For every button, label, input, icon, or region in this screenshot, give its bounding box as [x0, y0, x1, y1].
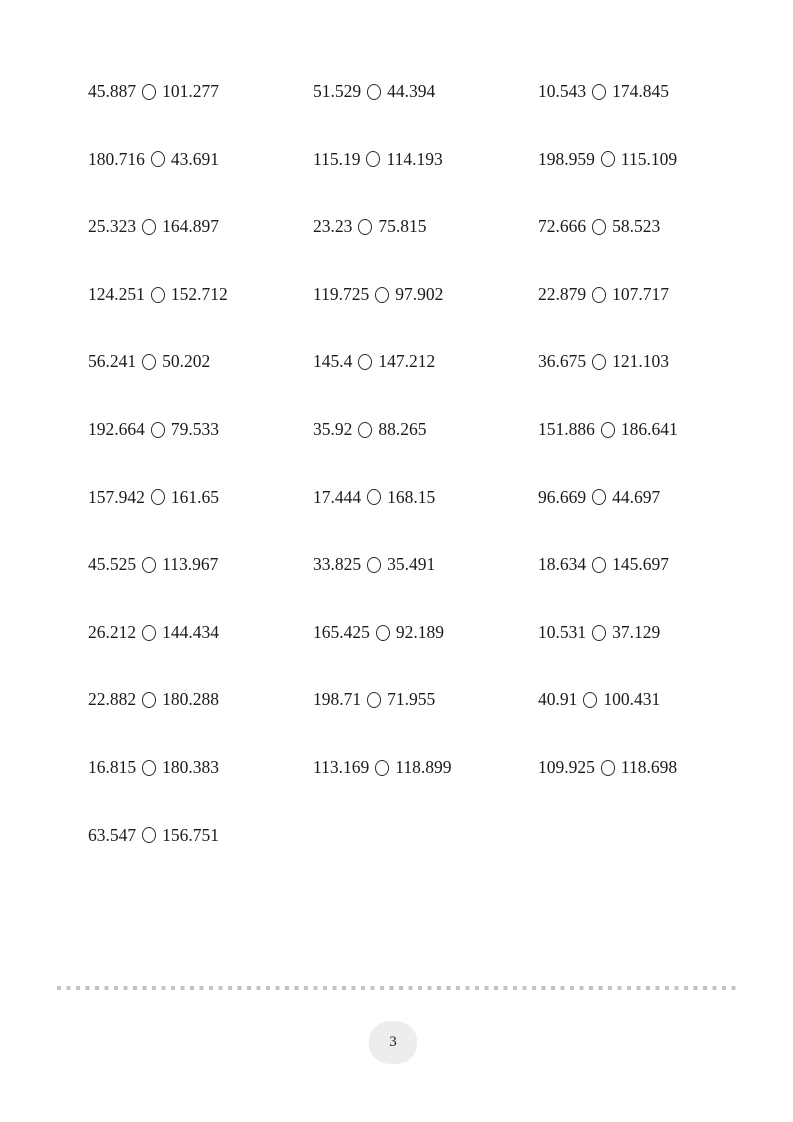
left-operand: 96.669	[538, 486, 587, 507]
comparison-answer-circle[interactable]	[142, 219, 156, 235]
comparison-answer-circle[interactable]	[142, 354, 156, 370]
comparison-answer-circle[interactable]	[376, 625, 390, 641]
right-operand: 180.288	[162, 689, 219, 710]
right-operand: 156.751	[162, 824, 219, 845]
left-operand: 10.543	[538, 81, 587, 102]
comparison-answer-circle[interactable]	[142, 760, 156, 776]
comparison-problem	[88, 802, 313, 870]
comparison-problem	[88, 58, 313, 126]
comparison-answer-circle[interactable]	[592, 625, 606, 641]
left-operand: 165.425	[313, 621, 370, 642]
comparison-answer-circle[interactable]	[592, 287, 606, 303]
comparison-problem	[88, 531, 313, 599]
left-operand: 22.882	[88, 689, 137, 710]
comparison-answer-circle[interactable]	[358, 354, 372, 370]
comparison-problem	[538, 464, 764, 532]
left-operand: 151.886	[538, 419, 595, 440]
comparison-problem	[313, 734, 538, 802]
right-operand: 118.899	[395, 756, 452, 777]
problems-grid	[88, 58, 764, 869]
right-operand: 107.717	[612, 283, 669, 304]
right-operand: 101.277	[162, 81, 219, 102]
comparison-answer-circle[interactable]	[592, 219, 606, 235]
comparison-answer-circle[interactable]	[151, 287, 165, 303]
left-operand: 26.212	[88, 621, 137, 642]
comparison-problem	[538, 193, 764, 261]
left-operand: 198.959	[538, 148, 595, 169]
right-operand: 114.193	[386, 148, 443, 169]
comparison-answer-circle[interactable]	[601, 760, 615, 776]
right-operand: 44.697	[612, 486, 661, 507]
right-operand: 75.815	[378, 216, 427, 237]
comparison-problem	[538, 58, 764, 126]
comparison-problem	[313, 58, 538, 126]
comparison-problem	[88, 261, 313, 329]
comparison-answer-circle[interactable]	[367, 84, 381, 100]
comparison-answer-circle[interactable]	[151, 489, 165, 505]
comparison-answer-circle[interactable]	[592, 354, 606, 370]
left-operand: 145.4	[313, 351, 353, 372]
comparison-problem	[88, 126, 313, 194]
left-operand: 109.925	[538, 756, 595, 777]
comparison-answer-circle[interactable]	[358, 219, 372, 235]
comparison-problem	[88, 599, 313, 667]
right-operand: 152.712	[170, 283, 228, 304]
left-operand: 33.825	[313, 554, 362, 575]
comparison-answer-circle[interactable]	[142, 557, 156, 573]
comparison-answer-circle[interactable]	[375, 760, 389, 776]
comparison-answer-circle[interactable]	[366, 151, 380, 167]
comparison-problem	[313, 531, 538, 599]
right-operand: 100.431	[603, 689, 661, 710]
comparison-answer-circle[interactable]	[592, 84, 606, 100]
left-operand: 35.92	[313, 419, 353, 440]
right-operand: 147.212	[378, 351, 436, 372]
right-operand: 161.65	[170, 486, 219, 507]
comparison-problem	[538, 599, 764, 667]
comparison-answer-circle[interactable]	[142, 692, 156, 708]
left-operand: 72.666	[538, 216, 587, 237]
right-operand: 88.265	[378, 419, 427, 440]
comparison-answer-circle[interactable]	[142, 827, 156, 843]
right-operand: 164.897	[162, 216, 219, 237]
left-operand: 113.169	[313, 756, 370, 777]
comparison-answer-circle[interactable]	[367, 557, 381, 573]
left-operand: 192.664	[88, 419, 145, 440]
left-operand: 22.879	[538, 283, 587, 304]
comparison-problem	[88, 666, 313, 734]
left-operand: 180.716	[88, 148, 145, 169]
left-operand: 56.241	[88, 351, 137, 372]
right-operand: 115.109	[620, 148, 678, 169]
left-operand: 45.525	[88, 554, 137, 575]
comparison-answer-circle[interactable]	[592, 557, 606, 573]
right-operand: 180.383	[162, 756, 219, 777]
comparison-problem	[538, 261, 764, 329]
comparison-answer-circle[interactable]	[367, 489, 381, 505]
comparison-answer-circle[interactable]	[151, 151, 165, 167]
comparison-problem	[538, 734, 764, 802]
left-operand: 17.444	[313, 486, 362, 507]
comparison-problem	[88, 734, 313, 802]
comparison-answer-circle[interactable]	[592, 489, 606, 505]
left-operand: 119.725	[313, 283, 370, 304]
comparison-answer-circle[interactable]	[142, 625, 156, 641]
dotted-divider	[57, 986, 741, 990]
comparison-problem	[88, 464, 313, 532]
page-number: 3	[389, 1034, 397, 1050]
comparison-answer-circle[interactable]	[142, 84, 156, 100]
left-operand: 23.23	[313, 216, 353, 237]
comparison-problem	[88, 193, 313, 261]
left-operand: 115.19	[313, 148, 361, 169]
comparison-problem	[313, 464, 538, 532]
right-operand: 97.902	[395, 283, 444, 304]
right-operand: 121.103	[612, 351, 669, 372]
left-operand: 124.251	[88, 283, 145, 304]
comparison-problem	[538, 328, 764, 396]
right-operand: 92.189	[395, 621, 444, 642]
comparison-problem	[313, 126, 538, 194]
left-operand: 40.91	[538, 689, 578, 710]
comparison-answer-circle[interactable]	[583, 692, 597, 708]
right-operand: 168.15	[387, 486, 436, 507]
right-operand: 71.955	[387, 689, 436, 710]
comparison-problem	[88, 328, 313, 396]
right-operand: 174.845	[612, 81, 669, 102]
comparison-problem	[313, 328, 538, 396]
comparison-problem	[538, 396, 764, 464]
left-operand: 25.323	[88, 216, 137, 237]
comparison-problem	[313, 193, 538, 261]
left-operand: 16.815	[88, 756, 137, 777]
right-operand: 144.434	[162, 621, 219, 642]
left-operand: 51.529	[313, 81, 362, 102]
comparison-problem	[538, 531, 764, 599]
comparison-problem	[538, 126, 764, 194]
right-operand: 79.533	[170, 419, 219, 440]
comparison-problem	[313, 599, 538, 667]
comparison-answer-circle[interactable]	[601, 151, 615, 167]
comparison-problem	[313, 261, 538, 329]
right-operand: 35.491	[387, 554, 436, 575]
comparison-answer-circle[interactable]	[367, 692, 381, 708]
comparison-problem	[538, 666, 764, 734]
right-operand: 186.641	[620, 419, 678, 440]
comparison-problem	[313, 666, 538, 734]
comparison-answer-circle[interactable]	[358, 422, 372, 438]
comparison-answer-circle[interactable]	[151, 422, 165, 438]
left-operand: 18.634	[538, 554, 587, 575]
comparison-problem	[313, 396, 538, 464]
comparison-answer-circle[interactable]	[601, 422, 615, 438]
comparison-problem	[88, 396, 313, 464]
right-operand: 50.202	[162, 351, 211, 372]
right-operand: 43.691	[170, 148, 219, 169]
right-operand: 113.967	[162, 554, 219, 575]
left-operand: 10.531	[538, 621, 587, 642]
right-operand: 145.697	[612, 554, 669, 575]
left-operand: 157.942	[88, 486, 145, 507]
left-operand: 36.675	[538, 351, 587, 372]
left-operand: 45.887	[88, 81, 137, 102]
left-operand: 63.547	[88, 824, 137, 845]
right-operand: 58.523	[612, 216, 661, 237]
right-operand: 118.698	[620, 756, 678, 777]
right-operand: 44.394	[387, 81, 436, 102]
comparison-answer-circle[interactable]	[375, 287, 389, 303]
page-number-badge	[369, 1021, 417, 1064]
left-operand: 198.71	[313, 689, 362, 710]
right-operand: 37.129	[612, 621, 661, 642]
